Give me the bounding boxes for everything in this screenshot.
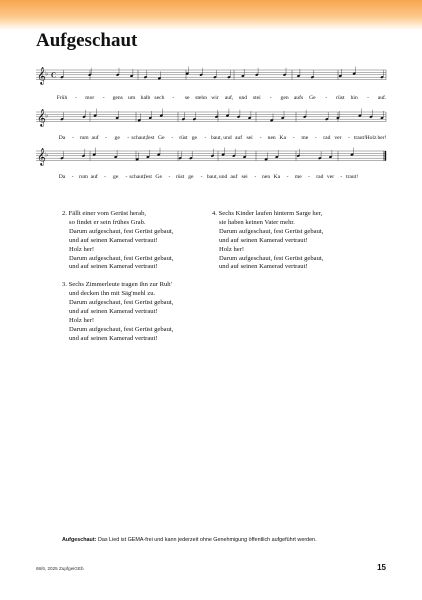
lyric-syllable: -	[172, 95, 175, 101]
lyric-syllable: und	[218, 174, 228, 180]
lyric-syllable: -	[204, 135, 207, 141]
lyric-syllable: fest	[146, 135, 155, 141]
lyric-syllable: auf,	[224, 95, 234, 101]
lyric-syllable: fest	[143, 174, 152, 180]
lyric-syllable: stei	[252, 95, 261, 101]
verse-line: und auf seinen Kamerad vertraut!	[69, 307, 158, 315]
lyric-syllable: se	[184, 95, 190, 101]
lyric-syllable: Ka	[273, 174, 281, 180]
license-note-text: Das Lied ist GEMA-frei und kann jederzeit ohne Genehmigung öffentlich aufgeführt werden.	[96, 537, 317, 543]
lyric-syllable: traut!	[345, 174, 359, 180]
lyric-syllable: stehn	[195, 95, 208, 101]
lyric-syllable: halb	[140, 95, 151, 101]
lyric-syllable: Holz	[365, 135, 377, 141]
lyric-syllable: -	[314, 135, 317, 141]
verse-line: Darum aufgeschaut, fest Gerüst gebaut,	[69, 325, 174, 333]
lyric-syllable: -	[347, 135, 350, 141]
lyric-syllable: hin	[350, 95, 358, 101]
flat-key-signature-icon: ♭	[45, 69, 49, 78]
treble-clef-icon: 𝄞	[37, 147, 46, 166]
verse-line: Darum aufgeschaut, fest Gerüst gebaut,	[69, 299, 174, 307]
verses-left-column	[62, 210, 212, 352]
page-number: 15	[377, 563, 386, 572]
lyric-syllable: baut,	[210, 135, 223, 141]
lyric-syllable: -	[102, 95, 105, 101]
lyric-syllable: schaut,	[131, 135, 148, 141]
lyric-syllable: -	[74, 95, 77, 101]
verse-line: 4. Sechs Kinder laufen hinterm Sarge her,	[212, 210, 323, 217]
lyric-syllable: -	[200, 174, 203, 180]
lyric-syllable: her!	[377, 135, 387, 141]
lyric-syllable: Ka	[279, 135, 286, 141]
verse-line: Holz her!	[69, 245, 95, 253]
verse-line: und auf seinen Kamerad vertraut!	[69, 334, 158, 342]
lyric-syllable: -	[105, 135, 108, 141]
footer-issue: 68/6, 2025 ZupfgeiGEb	[36, 566, 84, 571]
lyrics-line-3	[59, 173, 358, 180]
verse-line: und auf seinen Kamerad vertraut!	[219, 263, 308, 271]
lyric-syllable: -	[71, 174, 74, 180]
lyric-syllable: auf.	[377, 95, 387, 101]
lyric-syllable: rüst	[179, 135, 188, 141]
lyric-syllable: auf	[230, 174, 238, 180]
lyrics-line-1	[57, 94, 387, 101]
verse-line: und auf seinen Kamerad vertraut!	[69, 236, 158, 244]
lyric-syllable: -	[168, 174, 171, 180]
lyric-syllable: schaut,	[129, 174, 146, 180]
lyric-syllable: sei	[246, 135, 253, 141]
lyric-syllable: rum	[79, 135, 89, 141]
lyric-syllable: und	[223, 135, 232, 141]
lyric-syllable: rum	[78, 174, 89, 180]
verse-2	[62, 210, 212, 272]
lyric-syllable: me	[301, 135, 309, 141]
license-note-label: Aufgeschaut:	[62, 537, 97, 543]
lyric-syllable: Da	[58, 174, 66, 180]
treble-clef-icon: 𝄞	[37, 66, 46, 85]
lyric-syllable: Früh	[56, 95, 68, 101]
verse-line: 2. Fällt einer vom Gerüst herab,	[62, 210, 147, 217]
verse-line: und decken ihn mit Säg'mehl zu.	[69, 290, 156, 298]
flat-key-signature-icon: ♭	[45, 111, 49, 120]
flat-key-signature-icon: ♭	[45, 150, 49, 159]
verse-line: Darum aufgeschaut, fest Gerüst gebaut,	[219, 227, 324, 235]
lyric-syllable: ge	[188, 174, 194, 180]
lyric-syllable: Ge	[158, 135, 165, 141]
verse-line: und auf seinen Kamerad vertraut!	[219, 236, 308, 244]
lyric-syllable: nen	[267, 135, 276, 141]
lyric-syllable: um	[128, 95, 136, 101]
lyric-syllable: rad	[316, 174, 324, 180]
lyric-syllable: und	[238, 95, 248, 101]
lyric-syllable: me	[294, 174, 302, 180]
lyric-syllable: -	[367, 95, 370, 101]
lyric-syllable: ver	[326, 174, 335, 180]
common-time-icon: C	[51, 71, 57, 80]
license-note	[62, 537, 402, 543]
verse-line: sie haben keinen Vater mehr.	[219, 218, 295, 226]
lyric-syllable: baut,	[206, 174, 218, 180]
verse-line: Holz her!	[69, 316, 95, 324]
lyric-syllable: -	[125, 174, 128, 180]
lyric-syllable: -	[269, 95, 272, 101]
lyric-syllable: -	[254, 174, 257, 180]
lyric-syllable: auf	[91, 135, 99, 141]
verse-line: Holz her!	[219, 245, 245, 253]
lyric-syllable: Ge	[155, 174, 162, 180]
lyric-syllable: gens	[112, 95, 123, 101]
lyric-syllable: -	[308, 174, 310, 180]
verse-line: 3. Sechs Zimmerleute tragen ihn zur Ruh'	[62, 281, 172, 289]
lyric-syllable: rüst	[175, 174, 185, 180]
lyric-syllable: aufs	[293, 95, 304, 101]
lyric-syllable: -	[171, 135, 174, 141]
lyric-syllable: Da	[58, 135, 66, 141]
lyric-syllable: -	[127, 135, 130, 141]
lyric-syllable: rüst	[336, 95, 345, 101]
verses-right-column	[212, 210, 362, 281]
lyric-syllable: wir	[211, 95, 219, 101]
lyric-syllable: nen	[262, 174, 271, 180]
lyric-syllable: rad	[323, 135, 331, 141]
lyric-syllable: -	[340, 174, 343, 180]
lyric-syllable: -	[325, 95, 328, 101]
lyric-syllable: auf	[90, 174, 98, 180]
lyric-syllable: ge	[191, 135, 198, 141]
verse-line: und auf seinen Kamerad vertraut!	[69, 263, 158, 271]
lyric-syllable: -	[286, 174, 289, 180]
lyric-syllable: sech	[154, 95, 165, 101]
verse-3	[62, 281, 212, 343]
lyric-syllable: -	[292, 135, 295, 141]
verse-4	[212, 210, 362, 272]
lyric-syllable: ge	[113, 174, 119, 180]
verse-line: Darum aufgeschaut, fest Gerüst gebaut,	[219, 254, 324, 262]
verse-line: Darum aufgeschaut, fest Gerüst gebaut,	[69, 227, 174, 235]
verse-line: Darum aufgeschaut, fest Gerüst gebaut,	[69, 254, 174, 262]
lyrics-line-2	[59, 134, 387, 141]
verse-line: so findet er sein frühes Grab.	[69, 218, 146, 226]
lyric-syllable: mor	[85, 95, 95, 101]
lyric-syllable: ver	[334, 135, 342, 141]
lyric-syllable: -	[104, 174, 106, 180]
final-bar-line	[385, 151, 386, 161]
lyric-syllable: Ge	[309, 95, 316, 101]
lyric-syllable: gen	[280, 95, 289, 101]
lyric-syllable: auf	[235, 135, 243, 141]
lyric-syllable: -	[259, 135, 262, 141]
lyric-syllable: traut!	[353, 135, 366, 141]
lyric-syllable: -	[72, 135, 74, 141]
lyric-syllable: ge	[114, 135, 120, 141]
song-title: Aufgeschaut	[36, 30, 138, 51]
sheet-music	[0, 0, 422, 210]
lyric-syllable: sei	[241, 174, 248, 180]
treble-clef-icon: 𝄞	[37, 108, 46, 127]
